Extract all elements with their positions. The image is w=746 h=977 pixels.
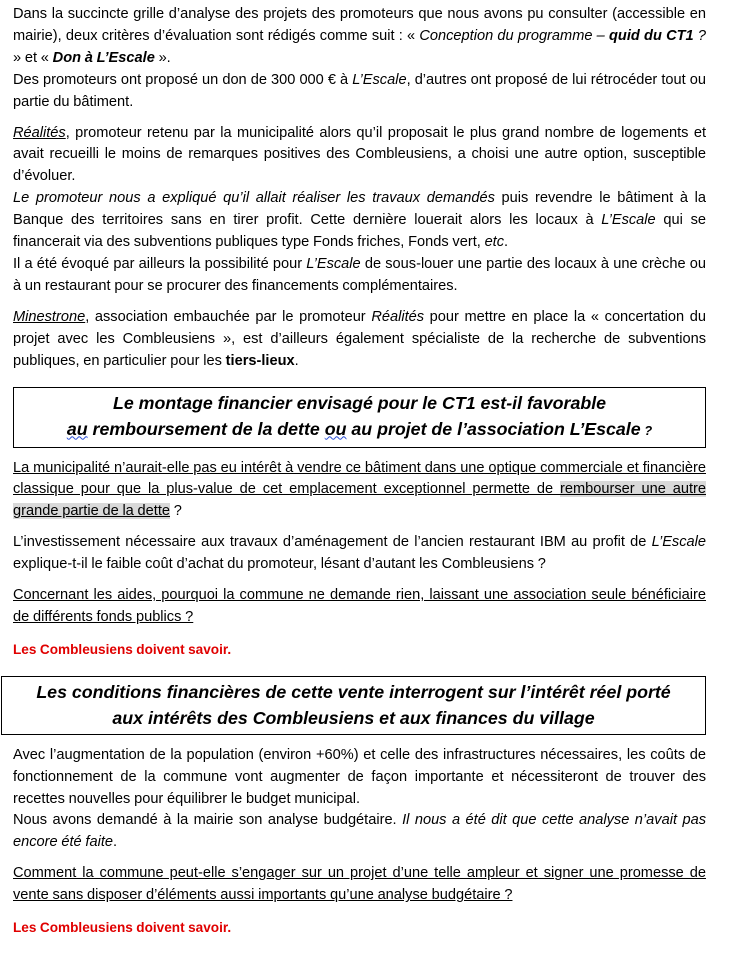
spellcheck-squiggle: au bbox=[66, 418, 88, 439]
highlighted-text: rembourser une autre grande partie de la dette bbox=[13, 481, 706, 520]
document-page bbox=[13, 4, 706, 939]
paragraph-realites: Réalités, promoteur retenu par la municipalité alors qu’il proposait le plus grand nombre de logements et avait recueilli le moins de remarques positives des Combleusiens, a choisi une autre option, susceptible d’évoluer. bbox=[13, 124, 706, 185]
paragraph-sublet: Il a été évoqué par ailleurs la possibilité pour L’Escale de sous-louer une partie des locaux à une crèche ou à un restaurant pour se procurer des financements complémentaires. bbox=[13, 255, 706, 294]
question-investment: L’investissement nécessaire aux travaux d’aménagement de l’ancien restaurant IBM au profit de L’Escale explique-t-il le faible coût d’achat du promoteur, lésant d’autant les Combleusiens ? bbox=[13, 534, 706, 573]
question-subsidies: Concernant les aides, pourquoi la commune ne demande rien, laissant une association seule bénéficiaire de différents fonds publics ? bbox=[13, 587, 706, 625]
heading-box-financial-conditions: Les conditions financières de cette vente interrogent sur l’intérêt réel porté aux intérêts des Combleusiens et aux finances du village bbox=[1, 676, 706, 735]
question-commitment: Comment la commune peut-elle s’engager sur un projet d’une telle ampleur et signer une promesse de vente sans disposer d’éléments aussi importants qu’une analyse budgétaire ? bbox=[13, 865, 706, 904]
paragraph-donation: Des promoteurs ont proposé un don de 300 000 € à L’Escale, d’autres ont proposé de lui rétrocéder tout ou partie du bâtiment. bbox=[13, 71, 706, 110]
paragraph-promoter-plan: Le promoteur nous a expliqué qu’il allait réaliser les travaux demandés puis revendre le bâtiment à la Banque des territoires sans en tirer profit. Cette dernière louerait alors les locaux à L’Escale qui se financerait via des subventions publiques type Fonds friches, Fonds vert, etc. bbox=[13, 190, 706, 251]
paragraph-budget-analysis: Nous avons demandé à la mairie son analyse budgétaire. Il nous a été dit que cette analyse n’avait pas encore été faite. bbox=[13, 812, 706, 851]
paragraph-evaluation-criteria: Dans la succincte grille d’analyse des projets des promoteurs que nous avons pu consulter (accessible en mairie), deux critères d’évaluation sont rédigés comme suit : « Conception du programme – quid du CT1 ? » et « Don à L’Escale ». bbox=[13, 6, 706, 66]
heading-box-financial-setup: Le montage financier envisagé pour le CT1 est-il favorable au remboursement de la dette ou au projet de l’association L’Escale ? bbox=[13, 387, 706, 448]
realites-name: Réalités bbox=[13, 124, 66, 141]
question-commercial-sale: La municipalité n’aurait-elle pas eu intérêt à vendre ce bâtiment dans une optique commerciale et financière classique pour que la plus-value de cet emplacement exceptionnel permette de rembourser une autre grande partie de la dette ? bbox=[13, 459, 706, 520]
must-know-statement: Les Combleusiens doivent savoir. bbox=[13, 920, 232, 936]
must-know-statement: Les Combleusiens doivent savoir. bbox=[13, 641, 232, 657]
minestrone-name: Minestrone bbox=[13, 308, 86, 325]
paragraph-population-growth: Avec l’augmentation de la population (environ +60%) et celle des infrastructures nécessaires, les coûts de fonctionnement de la commune vont augmenter de façon importante et nécessiteront de trouver des recettes nouvelles pour équilibrer le budget municipal. bbox=[13, 746, 706, 807]
paragraph-minestrone: Minestrone, association embauchée par le promoteur Réalités pour mettre en place la « concertation du projet avec les Combleusiens », est d’ailleurs également spécialiste de la recherche de subventions publiques, en particulier pour les tiers-lieux. bbox=[13, 308, 707, 369]
